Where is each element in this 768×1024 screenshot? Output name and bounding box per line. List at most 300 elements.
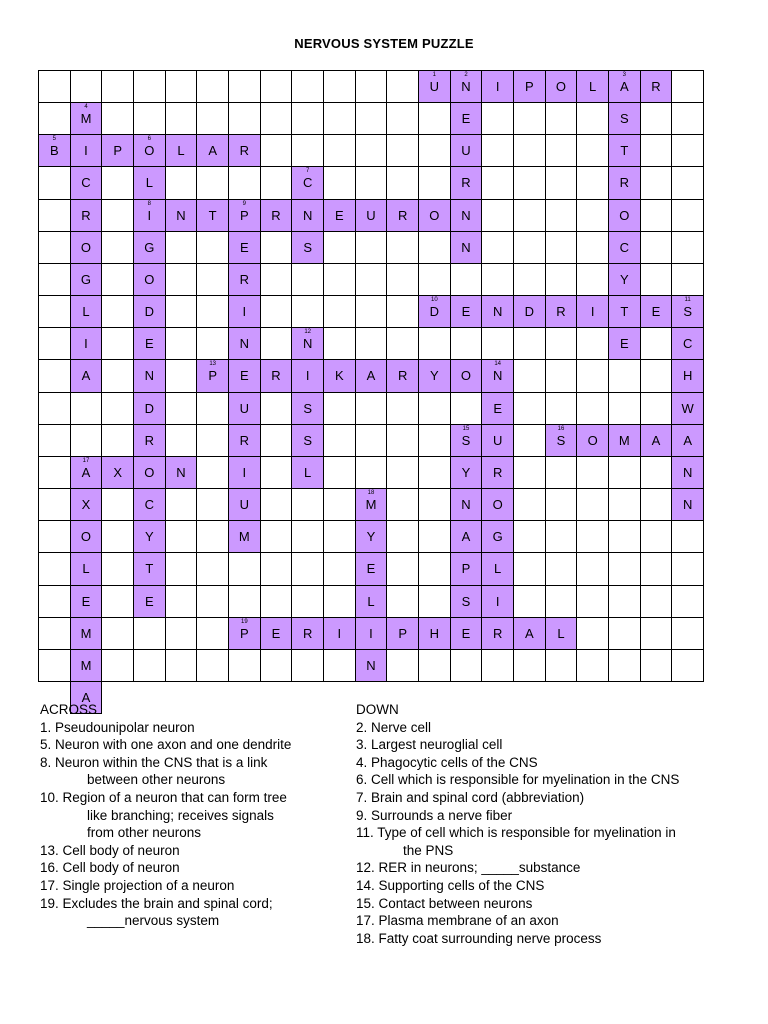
- clue-number: 2: [464, 72, 468, 78]
- grid-cell-filled: [450, 199, 483, 232]
- cell-letter: C: [81, 175, 91, 191]
- cell-letter: A: [651, 432, 661, 448]
- grid-cell-filled: [260, 617, 293, 650]
- cell-letter: O: [80, 239, 92, 255]
- grid-cell: [38, 456, 71, 489]
- cell-letter: R: [492, 464, 503, 480]
- grid-cell: [196, 102, 229, 135]
- down-clue: 17. Plasma membrane of an axon: [356, 913, 559, 929]
- cell-letter: A: [81, 464, 91, 480]
- grid-cell-filled: [133, 263, 166, 296]
- grid-cell: [576, 617, 609, 650]
- grid-cell: [450, 649, 483, 682]
- grid-cell: [260, 70, 293, 103]
- cell-letter: U: [429, 79, 440, 94]
- grid-cell: [386, 585, 419, 618]
- across-clue: 17. Single projection of a neuron: [40, 877, 235, 893]
- cell-letter: E: [651, 304, 661, 320]
- grid-cell: [481, 102, 514, 135]
- grid-cell-filled: [608, 199, 641, 232]
- cell-letter: S: [683, 304, 692, 320]
- cell-letter: M: [365, 497, 377, 513]
- grid-cell-filled: [355, 199, 388, 232]
- cell-letter: N: [461, 497, 471, 513]
- cell-letter: R: [397, 368, 408, 384]
- cell-letter: P: [113, 143, 122, 159]
- grid-cell: [418, 424, 451, 457]
- grid-cell: [355, 231, 388, 264]
- grid-cell: [291, 649, 324, 682]
- grid-cell-filled: [101, 134, 134, 167]
- down-clue: 11. Type of cell which is responsible for myelination in: [356, 825, 676, 841]
- grid-cell: [101, 520, 134, 553]
- grid-cell: [418, 231, 451, 264]
- grid-cell-filled: [38, 134, 71, 167]
- grid-cell: [355, 327, 388, 360]
- cell-letter: Y: [461, 464, 471, 480]
- cell-letter: I: [369, 625, 373, 641]
- grid-cell: [355, 70, 388, 103]
- grid-cell-filled: [165, 134, 198, 167]
- across-clue: 1. Pseudounipolar neuron: [40, 719, 195, 735]
- grid-cell: [355, 263, 388, 296]
- grid-cell-filled: [228, 134, 261, 167]
- puzzle-title: NERVOUS SYSTEM PUZZLE: [294, 36, 474, 51]
- cell-letter: O: [144, 464, 155, 480]
- cell-letter: I: [242, 304, 247, 320]
- grid-cell-filled: [418, 70, 451, 103]
- grid-cell: [545, 488, 578, 521]
- cell-letter: N: [302, 336, 313, 352]
- grid-cell-filled: [70, 263, 103, 296]
- grid-cell: [418, 134, 451, 167]
- cell-letter: E: [461, 304, 471, 320]
- cell-letter: E: [271, 625, 281, 641]
- grid-cell: [671, 199, 704, 232]
- grid-cell: [196, 392, 229, 425]
- grid-cell: [38, 263, 71, 296]
- cell-letter: D: [144, 304, 155, 320]
- grid-cell: [101, 392, 134, 425]
- grid-cell: [133, 617, 166, 650]
- clue-number: 18: [367, 490, 375, 497]
- grid-cell: [323, 102, 356, 135]
- cell-letter: X: [113, 464, 122, 480]
- cell-letter: R: [271, 368, 281, 384]
- grid-cell: [323, 166, 356, 199]
- grid-cell-filled: [228, 327, 261, 360]
- cell-letter: W: [681, 400, 694, 416]
- grid-cell: [260, 520, 293, 553]
- grid-cell-filled: [545, 424, 578, 457]
- grid-cell: [386, 456, 419, 489]
- grid-cell-filled: [355, 617, 388, 650]
- grid-cell: [196, 263, 229, 296]
- clue-number: 12: [304, 329, 311, 336]
- grid-cell-filled: [323, 617, 356, 650]
- cell-letter: R: [239, 432, 250, 448]
- grid-cell: [101, 617, 134, 650]
- cell-letter: N: [492, 368, 503, 384]
- grid-cell: [38, 70, 71, 103]
- cell-letter: T: [620, 304, 629, 320]
- grid-cell: [133, 649, 166, 682]
- cell-letter: N: [461, 79, 471, 94]
- grid-cell-filled: [291, 166, 324, 199]
- grid-cell: [481, 327, 514, 360]
- cell-letter: N: [176, 464, 186, 480]
- grid-cell: [671, 70, 704, 103]
- grid-cell: [260, 488, 293, 521]
- grid-cell: [291, 70, 324, 103]
- cell-letter: Y: [366, 529, 376, 545]
- grid-cell-filled: [418, 295, 451, 328]
- grid-cell: [513, 520, 546, 553]
- grid-cell: [38, 488, 71, 521]
- grid-cell-filled: [133, 327, 166, 360]
- grid-cell-filled: [481, 520, 514, 553]
- grid-cell: [101, 552, 134, 585]
- grid-cell: [481, 134, 514, 167]
- grid-cell: [386, 166, 419, 199]
- cell-letter: U: [492, 432, 503, 448]
- grid-cell-filled: [671, 327, 704, 360]
- grid-cell: [608, 617, 641, 650]
- grid-cell-filled: [260, 359, 293, 392]
- grid-cell-filled: [70, 295, 103, 328]
- grid-cell: [101, 424, 134, 457]
- grid-cell: [576, 166, 609, 199]
- cell-letter: S: [461, 593, 471, 609]
- grid-cell: [70, 424, 103, 457]
- grid-cell-filled: [323, 199, 356, 232]
- grid-cell-filled: [70, 585, 103, 618]
- clue-number: 4: [84, 104, 88, 111]
- clue-number: 5: [52, 136, 56, 143]
- across-clue-continued: _____nervous system: [87, 913, 220, 929]
- grid-cell-filled: [291, 456, 324, 489]
- across-clue: 5. Neuron with one axon and one dendrite: [40, 737, 292, 753]
- grid-cell: [101, 166, 134, 199]
- grid-cell: [228, 102, 261, 135]
- grid-cell: [418, 488, 451, 521]
- grid-cell: [38, 166, 71, 199]
- down-clue: 12. RER in neurons; _____substance: [356, 860, 581, 876]
- grid-cell: [323, 327, 356, 360]
- grid-cell: [481, 231, 514, 264]
- grid-cell: [355, 392, 388, 425]
- clue-number: 11: [684, 297, 691, 304]
- down-clue: 2. Nerve cell: [356, 719, 432, 735]
- cell-letter: E: [619, 336, 629, 352]
- grid-cell-filled: [450, 617, 483, 650]
- grid-cell-filled: [608, 231, 641, 264]
- grid-cell-filled: [228, 199, 261, 232]
- cell-letter: N: [461, 239, 471, 255]
- grid-cell-filled: [133, 552, 166, 585]
- grid-cell: [228, 70, 261, 103]
- grid-cell: [608, 488, 641, 521]
- grid-cell: [196, 327, 229, 360]
- grid-cell: [671, 166, 704, 199]
- grid-cell-filled: [481, 488, 514, 521]
- grid-cell: [38, 327, 71, 360]
- grid-cell-filled: [418, 199, 451, 232]
- cell-letter: S: [556, 432, 566, 448]
- grid-cell: [576, 488, 609, 521]
- grid-cell-filled: [228, 520, 261, 553]
- grid-cell: [608, 649, 641, 682]
- cell-letter: I: [495, 79, 500, 94]
- grid-cell: [291, 263, 324, 296]
- down-clue-continued: the PNS: [403, 842, 454, 858]
- grid-cell: [165, 392, 198, 425]
- clue-number: 3: [622, 72, 626, 78]
- grid-cell-filled: [133, 520, 166, 553]
- across-clue: 13. Cell body of neuron: [40, 842, 180, 858]
- clue-number: 17: [82, 457, 90, 464]
- grid-cell: [355, 134, 388, 167]
- grid-cell: [640, 392, 673, 425]
- across-heading: ACROSS: [40, 702, 98, 717]
- clue-number: 8: [147, 200, 151, 207]
- across-clue: 16. Cell body of neuron: [40, 860, 180, 876]
- grid-cell-filled: [576, 70, 609, 103]
- cell-letter: S: [461, 432, 471, 448]
- cell-letter: L: [145, 175, 153, 191]
- grid-cell-filled: [576, 424, 609, 457]
- cell-letter: I: [305, 368, 310, 384]
- grid-cell: [70, 392, 103, 425]
- grid-cell: [386, 70, 419, 103]
- grid-cell-filled: [608, 263, 641, 296]
- grid-cell: [513, 231, 546, 264]
- grid-cell: [196, 585, 229, 618]
- grid-cell: [133, 102, 166, 135]
- grid-cell-filled: [545, 70, 578, 103]
- cell-letter: S: [303, 400, 312, 416]
- cell-letter: P: [208, 368, 217, 384]
- clue-number: 19: [240, 618, 248, 625]
- cell-letter: E: [366, 561, 376, 577]
- cell-letter: L: [494, 561, 502, 577]
- grid-cell-filled: [70, 166, 103, 199]
- grid-cell-filled: [450, 70, 483, 103]
- cell-letter: N: [366, 657, 376, 673]
- cell-letter: O: [144, 143, 155, 159]
- cell-letter: O: [460, 368, 472, 384]
- grid-cell-filled: [291, 424, 324, 457]
- grid-cell: [165, 263, 198, 296]
- cell-letter: P: [239, 625, 249, 641]
- grid-cell-filled: [640, 70, 673, 103]
- grid-cell: [196, 488, 229, 521]
- grid-cell: [608, 585, 641, 618]
- grid-cell-filled: [228, 456, 261, 489]
- grid-cell: [640, 327, 673, 360]
- cell-letter: M: [80, 625, 92, 641]
- grid-cell: [101, 649, 134, 682]
- grid-cell: [513, 102, 546, 135]
- grid-cell-filled: [481, 456, 514, 489]
- grid-cell-filled: [133, 359, 166, 392]
- crossword-grid: [38, 70, 703, 705]
- cell-letter: D: [429, 304, 440, 320]
- cell-letter: I: [242, 464, 247, 480]
- cell-letter: O: [80, 529, 92, 545]
- grid-cell-filled: [450, 295, 483, 328]
- cell-letter: I: [590, 304, 595, 320]
- grid-cell-filled: [608, 70, 641, 103]
- grid-cell: [576, 456, 609, 489]
- grid-cell-filled: [608, 295, 641, 328]
- grid-cell: [196, 456, 229, 489]
- cell-letter: A: [683, 432, 692, 448]
- grid-cell: [291, 552, 324, 585]
- grid-cell: [165, 552, 198, 585]
- grid-cell-filled: [228, 488, 261, 521]
- clue-number: 1: [432, 72, 436, 78]
- grid-cell: [513, 327, 546, 360]
- grid-cell-filled: [671, 392, 704, 425]
- grid-cell-filled: [450, 488, 483, 521]
- cell-letter: N: [302, 207, 313, 223]
- grid-cell-filled: [323, 359, 356, 392]
- cell-letter: A: [81, 368, 91, 384]
- grid-cell: [576, 327, 609, 360]
- cell-letter: P: [239, 207, 249, 223]
- cell-letter: S: [303, 432, 312, 448]
- down-clue: 6. Cell which is responsible for myelination in the CNS: [356, 772, 680, 788]
- grid-cell-filled: [70, 359, 103, 392]
- grid-cell: [640, 166, 673, 199]
- grid-cell-filled: [196, 134, 229, 167]
- cell-letter: I: [495, 593, 500, 609]
- grid-cell: [323, 392, 356, 425]
- grid-cell-filled: [133, 456, 166, 489]
- grid-cell: [640, 263, 673, 296]
- grid-cell-filled: [386, 359, 419, 392]
- grid-cell: [418, 166, 451, 199]
- grid-cell-filled: [101, 456, 134, 489]
- cell-letter: A: [524, 625, 534, 641]
- grid-cell: [418, 327, 451, 360]
- grid-cell: [386, 102, 419, 135]
- grid-cell: [291, 488, 324, 521]
- cell-letter: C: [302, 175, 313, 191]
- grid-cell-filled: [228, 617, 261, 650]
- cell-letter: Y: [429, 368, 439, 384]
- grid-cell-filled: [576, 295, 609, 328]
- grid-cell: [38, 520, 71, 553]
- grid-cell-filled: [450, 456, 483, 489]
- grid-cell: [386, 263, 419, 296]
- grid-cell: [165, 424, 198, 457]
- grid-cell: [260, 424, 293, 457]
- across-clue-continued: like branching; receives signals: [87, 807, 274, 823]
- grid-cell-filled: [450, 552, 483, 585]
- grid-cell: [323, 456, 356, 489]
- grid-cell: [671, 617, 704, 650]
- grid-cell: [323, 520, 356, 553]
- grid-cell-filled: [291, 327, 324, 360]
- grid-cell-filled: [481, 359, 514, 392]
- cell-letter: E: [461, 625, 471, 641]
- cell-letter: S: [619, 111, 629, 127]
- grid-cell: [291, 134, 324, 167]
- grid-cell: [101, 295, 134, 328]
- grid-cell: [513, 166, 546, 199]
- grid-cell-filled: [608, 424, 641, 457]
- cell-letter: R: [461, 175, 471, 191]
- grid-cell-filled: [545, 617, 578, 650]
- grid-cell: [608, 520, 641, 553]
- cell-letter: L: [177, 143, 185, 159]
- grid-cell: [38, 295, 71, 328]
- cell-letter: A: [619, 79, 629, 94]
- grid-cell: [481, 649, 514, 682]
- grid-cell: [576, 552, 609, 585]
- grid-cell-filled: [133, 585, 166, 618]
- grid-cell-filled: [640, 295, 673, 328]
- cell-letter: O: [619, 207, 630, 223]
- cell-letter: M: [238, 529, 250, 545]
- cell-letter: R: [239, 271, 250, 287]
- cell-letter: T: [145, 561, 154, 577]
- grid-cell: [386, 520, 419, 553]
- grid-cell: [38, 231, 71, 264]
- grid-cell: [576, 199, 609, 232]
- grid-cell: [355, 456, 388, 489]
- grid-cell: [545, 392, 578, 425]
- grid-cell: [165, 617, 198, 650]
- grid-cell: [323, 552, 356, 585]
- grid-cell: [355, 295, 388, 328]
- grid-cell: [450, 392, 483, 425]
- cell-letter: R: [397, 207, 408, 223]
- grid-cell: [101, 199, 134, 232]
- grid-cell: [101, 231, 134, 264]
- grid-cell: [418, 585, 451, 618]
- grid-cell: [196, 70, 229, 103]
- clue-number: 13: [209, 361, 216, 368]
- cell-letter: X: [81, 497, 91, 513]
- grid-cell: [481, 263, 514, 296]
- grid-cell: [671, 134, 704, 167]
- grid-cell: [640, 231, 673, 264]
- grid-cell-filled: [70, 327, 103, 360]
- grid-cell: [196, 552, 229, 585]
- grid-cell: [576, 392, 609, 425]
- grid-cell: [640, 134, 673, 167]
- grid-cell: [355, 166, 388, 199]
- grid-cell: [165, 231, 198, 264]
- grid-cell: [323, 488, 356, 521]
- grid-cell-filled: [196, 199, 229, 232]
- grid-cell: [101, 102, 134, 135]
- clue-number: 7: [305, 168, 310, 175]
- grid-cell: [418, 552, 451, 585]
- grid-cell-filled: [355, 488, 388, 521]
- grid-cell: [418, 520, 451, 553]
- grid-cell: [513, 134, 546, 167]
- grid-cell: [386, 134, 419, 167]
- grid-cell-filled: [228, 295, 261, 328]
- grid-cell: [101, 263, 134, 296]
- across-clue: 19. Excludes the brain and spinal cord;: [40, 895, 273, 911]
- grid-cell: [608, 392, 641, 425]
- across-clue-continued: between other neurons: [87, 772, 226, 788]
